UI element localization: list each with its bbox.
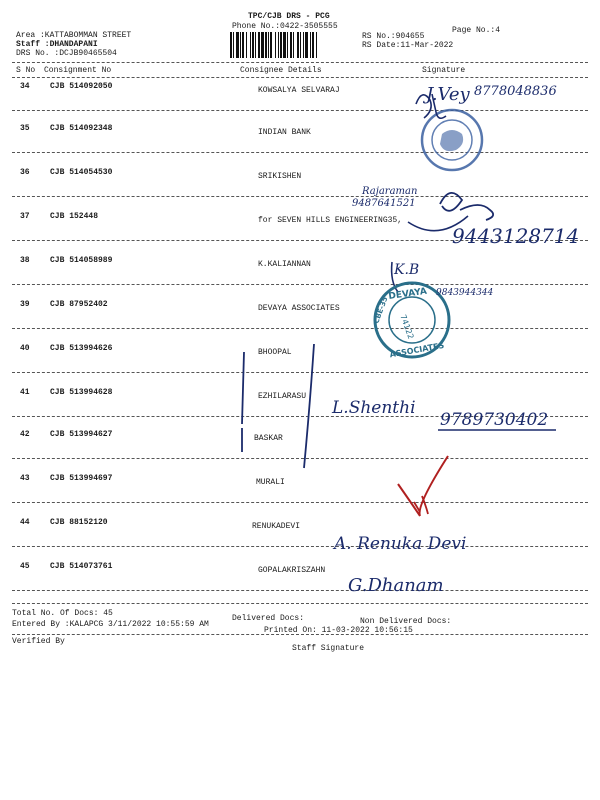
barcode-bar bbox=[250, 32, 251, 58]
barcode-bar bbox=[287, 32, 288, 58]
stamp-left-text: CBE-35 bbox=[372, 295, 390, 325]
row-divider bbox=[12, 502, 588, 503]
barcode-bar bbox=[283, 32, 286, 58]
barcode-bar bbox=[305, 32, 308, 58]
row-consignment: CJB 513994697 bbox=[50, 474, 113, 483]
row-consignee: INDIAN BANK bbox=[258, 128, 311, 137]
col-consignee: Consignee Details bbox=[240, 66, 322, 75]
barcode-bar bbox=[240, 32, 241, 58]
row-sno: 43 bbox=[20, 474, 30, 483]
row-consignee: SRIKISHEN bbox=[258, 172, 302, 181]
stamp-code: 74122 bbox=[398, 313, 416, 341]
barcode-bar bbox=[316, 32, 317, 58]
barcode bbox=[230, 32, 317, 58]
bracket-right bbox=[304, 344, 314, 468]
staff-signature: Staff Signature bbox=[292, 644, 365, 653]
row-sno: 45 bbox=[20, 562, 30, 571]
barcode-bar bbox=[255, 32, 256, 58]
row-divider bbox=[12, 546, 588, 547]
row-divider bbox=[12, 328, 588, 329]
red-scribble bbox=[414, 496, 428, 514]
row-sno: 36 bbox=[20, 168, 30, 177]
handwriting-41-phone: 9789730402 bbox=[440, 410, 549, 430]
area-label: Area :KATTABOMMAN STREET bbox=[16, 31, 132, 40]
phone-number: Phone No.:0422-3505555 bbox=[232, 22, 338, 31]
barcode-bar bbox=[265, 32, 267, 58]
row-consignment: CJB 513994626 bbox=[50, 344, 113, 353]
row-sno: 37 bbox=[20, 212, 30, 221]
barcode-bar bbox=[270, 32, 272, 58]
handwriting-34-phone: 8778048836 bbox=[474, 84, 557, 99]
row-consignment: CJB 87952402 bbox=[50, 300, 108, 309]
handwriting-44-sig: A. Renuka Devi bbox=[334, 534, 467, 554]
bank-stamp bbox=[422, 110, 482, 170]
header-divider-top bbox=[12, 62, 588, 63]
col-sno: S No bbox=[16, 66, 36, 75]
row-sno: 40 bbox=[20, 344, 30, 353]
handwriting-45-sig: G.Dhanam bbox=[348, 575, 444, 596]
row-consignee: EZHILARASU bbox=[258, 392, 307, 401]
barcode-bar bbox=[303, 32, 304, 58]
handwriting-38-sig: K.B bbox=[394, 262, 420, 278]
barcode-bar bbox=[290, 32, 292, 58]
row-divider bbox=[12, 110, 588, 111]
handwriting-38-phone: 9843944344 bbox=[436, 288, 494, 298]
stamp-bottom-text: ASSOCIATES bbox=[388, 340, 445, 360]
barcode-bar bbox=[297, 32, 299, 58]
row-consignee: K.KALIANNAN bbox=[258, 260, 311, 269]
barcode-bar bbox=[252, 32, 254, 58]
row-sno: 35 bbox=[20, 124, 30, 133]
footer-divider-2 bbox=[12, 634, 588, 635]
row-sno: 34 bbox=[20, 82, 30, 91]
barcode-bar bbox=[242, 32, 244, 58]
row-divider bbox=[12, 458, 588, 459]
handwriting-34-sig: J.Vey bbox=[426, 84, 470, 105]
row-consignee: for SEVEN HILLS ENGINEERING35, bbox=[258, 216, 403, 225]
row-consignment: CJB 514058989 bbox=[50, 256, 113, 265]
row-consignee: DEVAYA ASSOCIATES bbox=[258, 304, 340, 313]
barcode-bar bbox=[233, 32, 234, 58]
row-consignee: BHOOPAL bbox=[258, 348, 292, 357]
page-number: Page No.:4 bbox=[452, 26, 501, 35]
barcode-bar bbox=[300, 32, 301, 58]
header-divider-bottom bbox=[12, 77, 588, 78]
rs-number: RS No.:904655 bbox=[362, 32, 425, 41]
row-consignment: CJB 88152120 bbox=[50, 518, 108, 527]
row-sno: 41 bbox=[20, 388, 30, 397]
row-consignment: CJB 513994628 bbox=[50, 388, 113, 397]
row-consignee: KOWSALYA SELVARAJ bbox=[258, 86, 340, 95]
drs-number: DRS No. :DCJB90465504 bbox=[16, 49, 117, 58]
row-sno: 44 bbox=[20, 518, 30, 527]
barcode-bar bbox=[293, 32, 294, 58]
barcode-bar bbox=[280, 32, 282, 58]
row-consignment: CJB 513994627 bbox=[50, 430, 113, 439]
barcode-bar bbox=[246, 32, 247, 58]
row-consignment: CJB 514054530 bbox=[50, 168, 113, 177]
barcode-bar bbox=[312, 32, 314, 58]
printed-on: Printed On: 11-03-2022 10:56:15 bbox=[264, 626, 413, 635]
stamp-top-text: DEVAYA bbox=[387, 286, 428, 302]
barcode-bar bbox=[275, 32, 276, 58]
row-consignment: CJB 152448 bbox=[50, 212, 99, 221]
entered-by: Entered By :KALAPCG 3/11/2022 10:55:59 AM bbox=[12, 620, 209, 629]
row-sno: 38 bbox=[20, 256, 30, 265]
col-consignment: Consignment No bbox=[44, 66, 112, 75]
verified-by: Verified By bbox=[12, 637, 65, 646]
rs-date: RS Date:11-Mar-2022 bbox=[362, 41, 454, 50]
total-docs: Total No. Of Docs: 45 bbox=[12, 609, 113, 618]
barcode-bar bbox=[310, 32, 311, 58]
handwriting-37-phone: 9443128714 bbox=[452, 224, 580, 248]
barcode-bar bbox=[236, 32, 239, 58]
row-consignment: CJB 514092050 bbox=[50, 82, 113, 91]
barcode-bar bbox=[278, 32, 279, 58]
row-sno: 42 bbox=[20, 430, 30, 439]
row-divider bbox=[12, 196, 588, 197]
staff-label: Staff :DHANDAPANI bbox=[16, 40, 98, 49]
row-divider bbox=[12, 284, 588, 285]
col-signature: Signature bbox=[422, 66, 466, 75]
footer-divider bbox=[12, 603, 588, 604]
handwriting-37-name: Rajaraman bbox=[362, 186, 418, 197]
barcode-bar bbox=[261, 32, 264, 58]
handwriting-41-name: L.Shenthi bbox=[332, 398, 416, 418]
bracket-left bbox=[242, 352, 244, 452]
red-tick-mark bbox=[398, 456, 448, 516]
row-divider bbox=[12, 590, 588, 591]
row-divider bbox=[12, 152, 588, 153]
handwriting-37-phone-small: 9487641521 bbox=[352, 198, 416, 209]
barcode-bar bbox=[268, 32, 269, 58]
row-consignee: MURALI bbox=[256, 478, 285, 487]
row-consignment: CJB 514092348 bbox=[50, 124, 113, 133]
row-consignee: BASKAR bbox=[254, 434, 283, 443]
barcode-bar bbox=[258, 32, 260, 58]
row-sno: 39 bbox=[20, 300, 30, 309]
non-delivered-docs: Non Delivered Docs: bbox=[360, 617, 452, 626]
barcode-bar bbox=[230, 32, 232, 58]
delivered-docs: Delivered Docs: bbox=[232, 614, 305, 623]
row-consignment: CJB 514073761 bbox=[50, 562, 113, 571]
report-title: TPC/CJB DRS - PCG bbox=[248, 12, 330, 21]
row-consignee: RENUKADEVI bbox=[252, 522, 301, 531]
row-consignee: GOPALAKRISZAHN bbox=[258, 566, 326, 575]
row-divider bbox=[12, 372, 588, 373]
